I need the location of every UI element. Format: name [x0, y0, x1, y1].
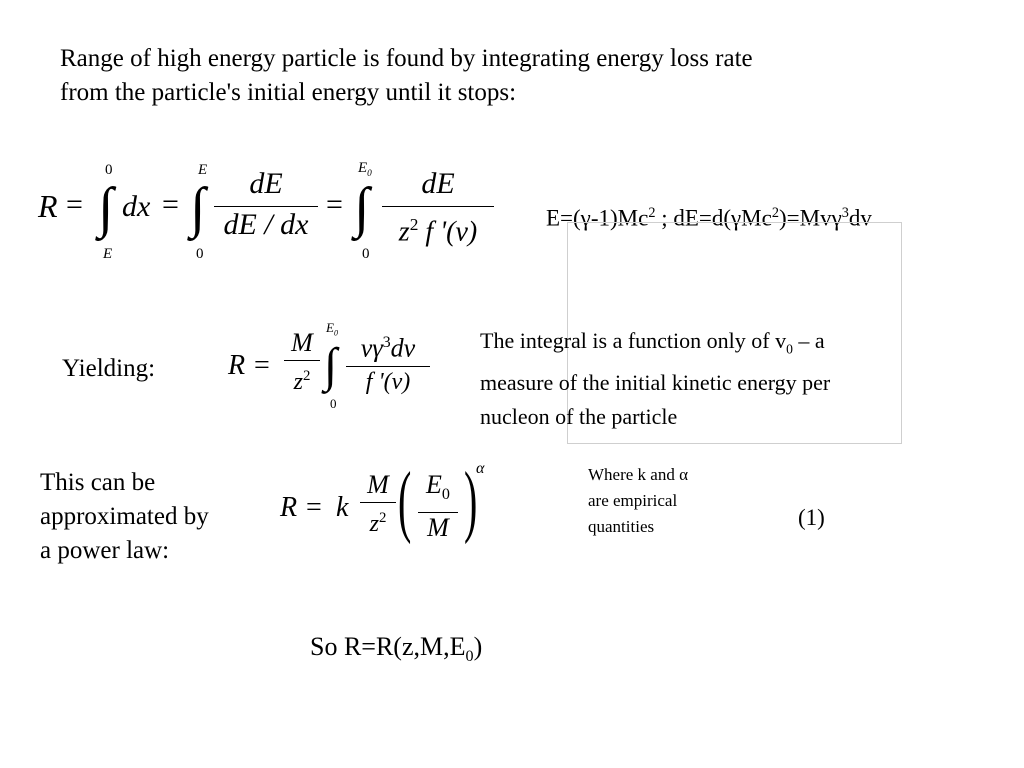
int2-lower-limit: 0	[196, 246, 204, 262]
pl-k: k	[336, 492, 349, 523]
empirical-note	[588, 462, 688, 540]
frac2-denominator: $z^2$ f '(v)	[398, 215, 478, 248]
yielding-equation	[228, 318, 438, 418]
frac2	[382, 166, 494, 250]
empirical-note-line-3: quantities	[588, 517, 655, 536]
intro-line-1: Range of high energy particle is found by integrating energy loss rate	[60, 45, 753, 72]
yield-mass-numerator: M	[291, 328, 313, 357]
int2-upper-limit: E	[198, 162, 208, 178]
empirical-note-line-1: Where k and α	[588, 465, 688, 484]
pl-energy-frac	[418, 470, 458, 543]
yield-int-upper: $E_0$	[326, 320, 338, 338]
int1-sign: ∫	[98, 177, 114, 239]
pl-mass-frac	[360, 470, 396, 539]
eq1-lhs: R	[38, 188, 58, 224]
int1-body: dx	[122, 190, 151, 223]
yield-body-numerator: $v\gamma^3dv$	[360, 333, 416, 363]
int1-lower-limit: E	[103, 246, 113, 262]
int1-upper-limit: 0	[105, 162, 113, 178]
yield-lhs: R	[228, 350, 246, 381]
yield-int-lower: 0	[330, 396, 337, 411]
yield-mass-frac	[284, 328, 320, 397]
eq1-equals-2: =	[162, 188, 179, 221]
energy-relation: $E=(\gamma-1)Mc^2$ ; dE=d(γMc$^2$)=Mvγ$^3$dv	[546, 205, 872, 231]
yield-int-sign: ∫	[324, 339, 338, 392]
int3-lower-limit: 0	[362, 246, 370, 262]
powerlaw-label-line-1: This can be	[40, 469, 156, 496]
yield-mass-denominator: $z^2$	[293, 368, 311, 395]
powerlaw-label-line-2: approximated by	[40, 503, 209, 530]
pl-mass-numerator: M	[367, 470, 389, 499]
intro-line-2: from the particle's initial energy until it stops:	[60, 79, 517, 106]
powerlaw-equation	[280, 458, 500, 558]
pl-energy-denominator: M	[427, 513, 449, 543]
int3-upper-limit: $E_0$	[358, 160, 372, 179]
yield-body-denominator: f '(v)	[365, 368, 411, 395]
frac1	[214, 166, 318, 243]
frac1-numerator: dE	[249, 167, 283, 200]
pl-energy-numerator: $E_0$	[426, 470, 450, 504]
empirical-note-line-2: are empirical	[588, 491, 678, 510]
equation-number: (1)	[798, 505, 825, 530]
yield-body-frac	[346, 328, 430, 397]
int3-sign: ∫	[354, 177, 370, 239]
integral-note-line-1: The integral is a function only of $v_0$ – a	[480, 328, 825, 357]
pl-left-paren: (	[398, 457, 412, 545]
integral-note-line-2: measure of the initial kinetic energy per	[480, 370, 831, 396]
pl-mass-denominator: $z^2$	[369, 510, 387, 537]
yield-equals: =	[254, 350, 270, 381]
integral-note-line-3: nucleon of the particle	[480, 404, 678, 430]
eq1-equals-1: =	[66, 188, 83, 221]
pl-equals: =	[306, 492, 322, 523]
powerlaw-label-line-3: a power law:	[40, 537, 170, 564]
pl-lhs: R	[280, 492, 298, 523]
frac1-denominator: dE / dx	[223, 208, 309, 241]
conclusion: So $R=R(z,M,E_0)$	[310, 632, 483, 666]
pl-right-paren: )	[464, 457, 478, 545]
range-integral-equation	[38, 162, 508, 262]
integral-note	[480, 324, 830, 434]
powerlaw-label	[40, 466, 209, 568]
pl-exponent: α	[476, 460, 485, 477]
intro-text	[60, 42, 753, 110]
yielding-label: Yielding:	[62, 355, 156, 382]
eq1-equals-3: =	[326, 188, 343, 221]
int2-sign: ∫	[190, 177, 206, 239]
frac2-numerator: dE	[421, 167, 455, 200]
